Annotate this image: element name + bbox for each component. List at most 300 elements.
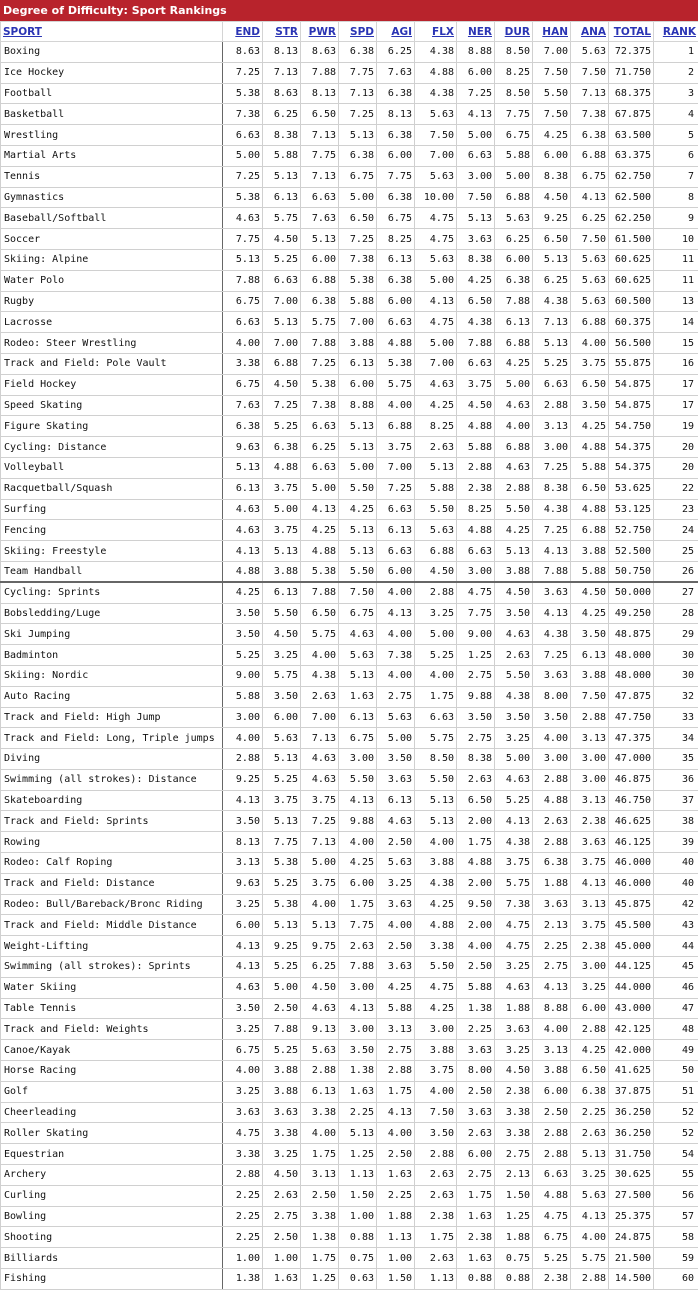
column-header-flx[interactable]: FLX bbox=[415, 22, 457, 42]
flx-cell: 3.00 bbox=[415, 1019, 457, 1040]
ner-cell: 4.38 bbox=[457, 312, 495, 333]
dur-cell: 7.38 bbox=[495, 894, 533, 915]
total-cell: 45.500 bbox=[609, 915, 654, 936]
sport-name-cell: Skateboarding bbox=[1, 790, 223, 811]
column-header-agi[interactable]: AGI bbox=[377, 22, 415, 42]
han-cell: 2.88 bbox=[533, 832, 571, 853]
agi-cell: 1.00 bbox=[377, 1248, 415, 1269]
han-cell: 7.50 bbox=[533, 62, 571, 83]
column-header-total[interactable]: TOTAL bbox=[609, 22, 654, 42]
agi-cell: 4.00 bbox=[377, 395, 415, 416]
str-cell: 6.13 bbox=[263, 187, 301, 208]
spd-cell: 1.13 bbox=[339, 1165, 377, 1186]
pwr-cell: 6.25 bbox=[301, 437, 339, 458]
agi-cell: 2.75 bbox=[377, 686, 415, 707]
total-cell: 62.250 bbox=[609, 208, 654, 229]
han-cell: 4.38 bbox=[533, 624, 571, 645]
ner-cell: 5.13 bbox=[457, 208, 495, 229]
rank-cell: 39 bbox=[654, 832, 698, 853]
total-cell: 60.625 bbox=[609, 249, 654, 270]
spd-cell: 4.00 bbox=[339, 832, 377, 853]
sport-name-cell: Track and Field: Sprints bbox=[1, 811, 223, 832]
agi-cell: 6.00 bbox=[377, 291, 415, 312]
agi-cell: 2.88 bbox=[377, 1061, 415, 1082]
str-cell: 4.50 bbox=[263, 374, 301, 395]
pwr-cell: 1.38 bbox=[301, 1227, 339, 1248]
pwr-cell: 5.75 bbox=[301, 624, 339, 645]
han-cell: 7.25 bbox=[533, 457, 571, 478]
agi-cell: 6.38 bbox=[377, 125, 415, 146]
end-cell: 6.63 bbox=[223, 125, 263, 146]
pwr-cell: 7.13 bbox=[301, 728, 339, 749]
sport-name-cell: Cycling: Distance bbox=[1, 437, 223, 458]
agi-cell: 2.50 bbox=[377, 1144, 415, 1165]
flx-cell: 2.88 bbox=[415, 1144, 457, 1165]
agi-cell: 6.38 bbox=[377, 83, 415, 104]
pwr-cell: 3.13 bbox=[301, 1165, 339, 1186]
rank-cell: 11 bbox=[654, 249, 698, 270]
rank-cell: 48 bbox=[654, 1019, 698, 1040]
ana-cell: 4.00 bbox=[571, 1227, 609, 1248]
str-cell: 9.25 bbox=[263, 936, 301, 957]
pwr-cell: 2.63 bbox=[301, 686, 339, 707]
rank-cell: 16 bbox=[654, 353, 698, 374]
agi-cell: 6.63 bbox=[377, 541, 415, 562]
flx-cell: 3.38 bbox=[415, 936, 457, 957]
pwr-cell: 7.88 bbox=[301, 62, 339, 83]
column-header-pwr[interactable]: PWR bbox=[301, 22, 339, 42]
ner-cell: 3.63 bbox=[457, 229, 495, 250]
spd-cell: 3.00 bbox=[339, 977, 377, 998]
dur-cell: 3.25 bbox=[495, 1040, 533, 1061]
agi-cell: 7.00 bbox=[377, 457, 415, 478]
ana-cell: 4.13 bbox=[571, 187, 609, 208]
agi-cell: 4.00 bbox=[377, 1123, 415, 1144]
pwr-cell: 6.63 bbox=[301, 457, 339, 478]
pwr-cell: 5.38 bbox=[301, 561, 339, 582]
sport-name-cell: Ice Hockey bbox=[1, 62, 223, 83]
flx-cell: 4.88 bbox=[415, 915, 457, 936]
header-row bbox=[1, 22, 698, 42]
str-cell: 6.88 bbox=[263, 353, 301, 374]
rank-cell: 2 bbox=[654, 62, 698, 83]
total-cell: 41.625 bbox=[609, 1061, 654, 1082]
total-cell: 36.250 bbox=[609, 1102, 654, 1123]
end-cell: 4.25 bbox=[223, 582, 263, 603]
spd-cell: 4.63 bbox=[339, 624, 377, 645]
sport-name-cell: Tennis bbox=[1, 166, 223, 187]
end-cell: 6.38 bbox=[223, 416, 263, 437]
ana-cell: 3.88 bbox=[571, 541, 609, 562]
rank-cell: 11 bbox=[654, 270, 698, 291]
sport-name-cell: Track and Field: Distance bbox=[1, 873, 223, 894]
spd-cell: 5.50 bbox=[339, 478, 377, 499]
ner-cell: 1.25 bbox=[457, 645, 495, 666]
ana-cell: 6.88 bbox=[571, 145, 609, 166]
column-header-spd[interactable]: SPD bbox=[339, 22, 377, 42]
table-row bbox=[1, 769, 698, 790]
total-cell: 49.250 bbox=[609, 603, 654, 624]
ner-cell: 2.75 bbox=[457, 665, 495, 686]
flx-cell: 4.75 bbox=[415, 312, 457, 333]
rank-cell: 35 bbox=[654, 749, 698, 770]
rank-cell: 47 bbox=[654, 998, 698, 1019]
agi-cell: 8.13 bbox=[377, 104, 415, 125]
flx-cell: 5.63 bbox=[415, 166, 457, 187]
rank-cell: 40 bbox=[654, 853, 698, 874]
rank-cell: 30 bbox=[654, 645, 698, 666]
pwr-cell: 4.63 bbox=[301, 998, 339, 1019]
table-row bbox=[1, 42, 698, 63]
table-row bbox=[1, 229, 698, 250]
end-cell: 3.50 bbox=[223, 624, 263, 645]
total-cell: 47.875 bbox=[609, 686, 654, 707]
str-cell: 1.63 bbox=[263, 1269, 301, 1290]
table-row bbox=[1, 353, 698, 374]
spd-cell: 3.00 bbox=[339, 749, 377, 770]
han-cell: 6.00 bbox=[533, 145, 571, 166]
table-row bbox=[1, 665, 698, 686]
ner-cell: 6.50 bbox=[457, 291, 495, 312]
ana-cell: 5.13 bbox=[571, 1144, 609, 1165]
total-cell: 30.625 bbox=[609, 1165, 654, 1186]
table-row bbox=[1, 728, 698, 749]
rank-cell: 22 bbox=[654, 478, 698, 499]
end-cell: 3.25 bbox=[223, 894, 263, 915]
flx-cell: 2.63 bbox=[415, 1248, 457, 1269]
flx-cell: 4.75 bbox=[415, 229, 457, 250]
sport-name-cell: Bobsledding/Luge bbox=[1, 603, 223, 624]
ner-cell: 2.50 bbox=[457, 1081, 495, 1102]
rank-cell: 44 bbox=[654, 936, 698, 957]
ner-cell: 4.88 bbox=[457, 520, 495, 541]
rank-cell: 15 bbox=[654, 333, 698, 354]
spd-cell: 6.13 bbox=[339, 707, 377, 728]
end-cell: 3.13 bbox=[223, 853, 263, 874]
sport-name-cell: Diving bbox=[1, 749, 223, 770]
dur-cell: 6.75 bbox=[495, 125, 533, 146]
str-cell: 3.50 bbox=[263, 686, 301, 707]
pwr-cell: 6.38 bbox=[301, 291, 339, 312]
ner-cell: 4.00 bbox=[457, 936, 495, 957]
spd-cell: 3.88 bbox=[339, 333, 377, 354]
dur-cell: 4.75 bbox=[495, 936, 533, 957]
ana-cell: 3.00 bbox=[571, 749, 609, 770]
rank-cell: 3 bbox=[654, 83, 698, 104]
column-header-ner[interactable]: NER bbox=[457, 22, 495, 42]
total-cell: 46.125 bbox=[609, 832, 654, 853]
han-cell: 2.50 bbox=[533, 1102, 571, 1123]
table-row bbox=[1, 1102, 698, 1123]
sport-name-cell: Water Polo bbox=[1, 270, 223, 291]
ner-cell: 3.63 bbox=[457, 1040, 495, 1061]
han-cell: 8.88 bbox=[533, 998, 571, 1019]
flx-cell: 5.63 bbox=[415, 249, 457, 270]
dur-cell: 4.25 bbox=[495, 520, 533, 541]
sport-name-cell: Archery bbox=[1, 1165, 223, 1186]
pwr-cell: 5.00 bbox=[301, 478, 339, 499]
agi-cell: 1.63 bbox=[377, 1165, 415, 1186]
rank-cell: 20 bbox=[654, 457, 698, 478]
pwr-cell: 5.75 bbox=[301, 312, 339, 333]
ana-cell: 2.38 bbox=[571, 811, 609, 832]
flx-cell: 6.88 bbox=[415, 541, 457, 562]
agi-cell: 6.38 bbox=[377, 270, 415, 291]
column-header-dur[interactable]: DUR bbox=[495, 22, 533, 42]
ner-cell: 2.88 bbox=[457, 457, 495, 478]
pwr-cell: 9.75 bbox=[301, 936, 339, 957]
spd-cell: 1.00 bbox=[339, 1206, 377, 1227]
sport-name-cell: Shooting bbox=[1, 1227, 223, 1248]
ana-cell: 4.25 bbox=[571, 603, 609, 624]
dur-cell: 4.38 bbox=[495, 832, 533, 853]
spd-cell: 6.38 bbox=[339, 42, 377, 63]
table-row bbox=[1, 166, 698, 187]
pwr-cell: 7.63 bbox=[301, 208, 339, 229]
pwr-cell: 3.38 bbox=[301, 1206, 339, 1227]
rank-cell: 20 bbox=[654, 437, 698, 458]
total-cell: 27.500 bbox=[609, 1185, 654, 1206]
column-header-han[interactable]: HAN bbox=[533, 22, 571, 42]
table-row bbox=[1, 707, 698, 728]
ana-cell: 7.50 bbox=[571, 62, 609, 83]
total-cell: 24.875 bbox=[609, 1227, 654, 1248]
han-cell: 8.38 bbox=[533, 166, 571, 187]
ana-cell: 6.75 bbox=[571, 166, 609, 187]
table-row bbox=[1, 1185, 698, 1206]
ner-cell: 4.13 bbox=[457, 104, 495, 125]
dur-cell: 4.75 bbox=[495, 915, 533, 936]
rank-cell: 60 bbox=[654, 1269, 698, 1290]
dur-cell: 2.13 bbox=[495, 1165, 533, 1186]
agi-cell: 3.63 bbox=[377, 894, 415, 915]
flx-cell: 10.00 bbox=[415, 187, 457, 208]
pwr-cell: 3.75 bbox=[301, 790, 339, 811]
dur-cell: 6.88 bbox=[495, 187, 533, 208]
agi-cell: 3.50 bbox=[377, 749, 415, 770]
flx-cell: 1.13 bbox=[415, 1269, 457, 1290]
ner-cell: 7.25 bbox=[457, 83, 495, 104]
end-cell: 6.63 bbox=[223, 312, 263, 333]
ner-cell: 9.00 bbox=[457, 624, 495, 645]
sport-name-cell: Rodeo: Bull/Bareback/Bronc Riding bbox=[1, 894, 223, 915]
pwr-cell: 6.63 bbox=[301, 187, 339, 208]
str-cell: 5.13 bbox=[263, 541, 301, 562]
pwr-cell: 7.25 bbox=[301, 811, 339, 832]
spd-cell: 4.13 bbox=[339, 790, 377, 811]
table-row bbox=[1, 998, 698, 1019]
total-cell: 60.500 bbox=[609, 291, 654, 312]
ana-cell: 3.13 bbox=[571, 728, 609, 749]
flx-cell: 3.88 bbox=[415, 853, 457, 874]
table-row bbox=[1, 125, 698, 146]
spd-cell: 5.50 bbox=[339, 769, 377, 790]
sport-name-cell: Lacrosse bbox=[1, 312, 223, 333]
agi-cell: 6.13 bbox=[377, 790, 415, 811]
total-cell: 47.000 bbox=[609, 749, 654, 770]
han-cell: 8.00 bbox=[533, 686, 571, 707]
spd-cell: 0.63 bbox=[339, 1269, 377, 1290]
table-row bbox=[1, 957, 698, 978]
end-cell: 5.13 bbox=[223, 457, 263, 478]
str-cell: 2.63 bbox=[263, 1185, 301, 1206]
table-row bbox=[1, 291, 698, 312]
total-cell: 54.375 bbox=[609, 457, 654, 478]
ner-cell: 3.00 bbox=[457, 166, 495, 187]
table-row bbox=[1, 1144, 698, 1165]
dur-cell: 1.88 bbox=[495, 1227, 533, 1248]
rank-cell: 29 bbox=[654, 624, 698, 645]
flx-cell: 4.38 bbox=[415, 83, 457, 104]
ana-cell: 6.88 bbox=[571, 312, 609, 333]
rank-cell: 52 bbox=[654, 1102, 698, 1123]
sport-name-cell: Badminton bbox=[1, 645, 223, 666]
han-cell: 7.00 bbox=[533, 42, 571, 63]
column-header-end[interactable]: END bbox=[223, 22, 263, 42]
spd-cell: 6.13 bbox=[339, 353, 377, 374]
flx-cell: 4.88 bbox=[415, 62, 457, 83]
han-cell: 6.38 bbox=[533, 853, 571, 874]
agi-cell: 4.88 bbox=[377, 333, 415, 354]
sport-name-cell: Fencing bbox=[1, 520, 223, 541]
sport-name-cell: Golf bbox=[1, 1081, 223, 1102]
table-body bbox=[1, 42, 698, 1290]
ner-cell: 5.88 bbox=[457, 977, 495, 998]
ner-cell: 7.88 bbox=[457, 333, 495, 354]
end-cell: 2.88 bbox=[223, 749, 263, 770]
column-header-str[interactable]: STR bbox=[263, 22, 301, 42]
rank-cell: 24 bbox=[654, 520, 698, 541]
spd-cell: 5.00 bbox=[339, 187, 377, 208]
end-cell: 5.25 bbox=[223, 645, 263, 666]
pwr-cell: 6.50 bbox=[301, 603, 339, 624]
spd-cell: 7.50 bbox=[339, 582, 377, 603]
total-cell: 31.750 bbox=[609, 1144, 654, 1165]
sport-name-cell: Roller Skating bbox=[1, 1123, 223, 1144]
pwr-cell: 4.25 bbox=[301, 520, 339, 541]
ner-cell: 2.38 bbox=[457, 478, 495, 499]
dur-cell: 4.63 bbox=[495, 977, 533, 998]
flx-cell: 5.88 bbox=[415, 478, 457, 499]
han-cell: 4.13 bbox=[533, 977, 571, 998]
table-row bbox=[1, 270, 698, 291]
pwr-cell: 8.63 bbox=[301, 42, 339, 63]
ner-cell: 1.75 bbox=[457, 832, 495, 853]
pwr-cell: 5.63 bbox=[301, 1040, 339, 1061]
str-cell: 8.63 bbox=[263, 83, 301, 104]
table-row bbox=[1, 312, 698, 333]
spd-cell: 4.25 bbox=[339, 499, 377, 520]
end-cell: 8.13 bbox=[223, 832, 263, 853]
flx-cell: 5.50 bbox=[415, 769, 457, 790]
str-cell: 5.25 bbox=[263, 1040, 301, 1061]
spd-cell: 5.50 bbox=[339, 561, 377, 582]
total-cell: 45.875 bbox=[609, 894, 654, 915]
ner-cell: 8.25 bbox=[457, 499, 495, 520]
ana-cell: 4.88 bbox=[571, 499, 609, 520]
str-cell: 5.13 bbox=[263, 312, 301, 333]
end-cell: 4.13 bbox=[223, 957, 263, 978]
sport-name-cell: Swimming (all strokes): Distance bbox=[1, 769, 223, 790]
str-cell: 7.88 bbox=[263, 1019, 301, 1040]
pwr-cell: 6.50 bbox=[301, 104, 339, 125]
ana-cell: 2.88 bbox=[571, 1019, 609, 1040]
rank-cell: 4 bbox=[654, 104, 698, 125]
rank-cell: 37 bbox=[654, 790, 698, 811]
spd-cell: 5.13 bbox=[339, 520, 377, 541]
pwr-cell: 6.00 bbox=[301, 249, 339, 270]
ner-cell: 4.88 bbox=[457, 853, 495, 874]
han-cell: 1.88 bbox=[533, 873, 571, 894]
total-cell: 53.625 bbox=[609, 478, 654, 499]
table-row bbox=[1, 561, 698, 582]
agi-cell: 3.63 bbox=[377, 769, 415, 790]
str-cell: 7.13 bbox=[263, 62, 301, 83]
pwr-cell: 9.13 bbox=[301, 1019, 339, 1040]
sport-name-cell: Canoe/Kayak bbox=[1, 1040, 223, 1061]
end-cell: 5.00 bbox=[223, 145, 263, 166]
dur-cell: 0.88 bbox=[495, 1269, 533, 1290]
han-cell: 4.88 bbox=[533, 790, 571, 811]
pwr-cell: 6.25 bbox=[301, 957, 339, 978]
agi-cell: 7.75 bbox=[377, 166, 415, 187]
agi-cell: 4.63 bbox=[377, 811, 415, 832]
str-cell: 5.13 bbox=[263, 811, 301, 832]
rank-cell: 17 bbox=[654, 374, 698, 395]
pwr-cell: 4.13 bbox=[301, 499, 339, 520]
table-row bbox=[1, 624, 698, 645]
rank-cell: 7 bbox=[654, 166, 698, 187]
rank-cell: 8 bbox=[654, 187, 698, 208]
flx-cell: 4.00 bbox=[415, 1081, 457, 1102]
sport-name-cell: Skiing: Nordic bbox=[1, 665, 223, 686]
sport-name-cell: Cycling: Sprints bbox=[1, 582, 223, 603]
end-cell: 4.00 bbox=[223, 728, 263, 749]
table-row bbox=[1, 541, 698, 562]
str-cell: 5.13 bbox=[263, 915, 301, 936]
total-cell: 25.375 bbox=[609, 1206, 654, 1227]
str-cell: 3.75 bbox=[263, 790, 301, 811]
dur-cell: 4.63 bbox=[495, 624, 533, 645]
flx-cell: 3.75 bbox=[415, 1061, 457, 1082]
han-cell: 6.63 bbox=[533, 1165, 571, 1186]
sport-name-cell: Horse Racing bbox=[1, 1061, 223, 1082]
table-row bbox=[1, 62, 698, 83]
end-cell: 3.00 bbox=[223, 707, 263, 728]
ana-cell: 3.50 bbox=[571, 624, 609, 645]
column-header-ana[interactable]: ANA bbox=[571, 22, 609, 42]
table-row bbox=[1, 1248, 698, 1269]
total-cell: 52.500 bbox=[609, 541, 654, 562]
spd-cell: 7.25 bbox=[339, 104, 377, 125]
end-cell: 3.25 bbox=[223, 1019, 263, 1040]
end-cell: 5.88 bbox=[223, 686, 263, 707]
column-header-sport[interactable]: SPORT bbox=[1, 22, 223, 42]
ana-cell: 2.88 bbox=[571, 1269, 609, 1290]
rank-cell: 28 bbox=[654, 603, 698, 624]
end-cell: 1.38 bbox=[223, 1269, 263, 1290]
column-header-rank[interactable]: RANK bbox=[654, 22, 698, 42]
spd-cell: 7.25 bbox=[339, 229, 377, 250]
sport-name-cell: Skiing: Alpine bbox=[1, 249, 223, 270]
table-row bbox=[1, 582, 698, 603]
str-cell: 5.50 bbox=[263, 603, 301, 624]
han-cell: 2.88 bbox=[533, 1144, 571, 1165]
rank-cell: 52 bbox=[654, 1123, 698, 1144]
rank-cell: 30 bbox=[654, 665, 698, 686]
han-cell: 2.88 bbox=[533, 1123, 571, 1144]
sport-name-cell: Basketball bbox=[1, 104, 223, 125]
